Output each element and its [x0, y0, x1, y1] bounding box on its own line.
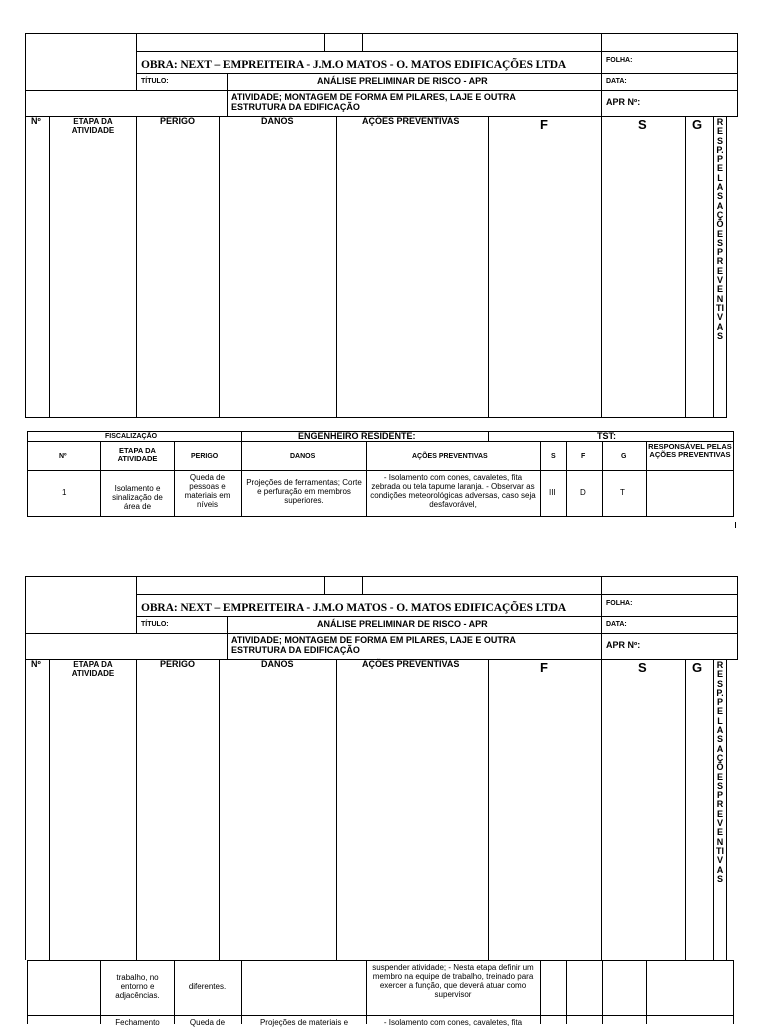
apr-number-label: APR Nº: [606, 640, 641, 650]
lt-col-perigo: PERIGO [191, 453, 219, 460]
col-n: Nº [31, 659, 41, 669]
col-etapa: ETAPA DA ATIVIDADE [71, 117, 115, 135]
cont-perigo: diferentes. [188, 982, 227, 991]
col-s: S [638, 117, 647, 132]
row1-acoes: - Isolamento com cones, cavaletes, fita zebrada ou tela tapume laranja. - Observar as condições meteorológicas adversas, caso seja desfavorável, [370, 473, 536, 509]
lt-col-n: Nº [59, 453, 67, 460]
col-etapa: ETAPA DA ATIVIDADE [71, 660, 115, 678]
col-resp-vertical: RESP.PELAS AÇÕES PREVENTIVAS [716, 660, 724, 884]
apr-page-2 [0, 543, 768, 1027]
row1-f: D [580, 488, 586, 497]
folha-label: FOLHA: [606, 57, 633, 64]
titulo-value: ANÁLISE PRELIMINAR DE RISCO - APR [317, 619, 488, 629]
col-acoes: AÇÕES PREVENTIVAS [362, 659, 460, 669]
col-resp-vertical: RESP.PELAS AÇÕES PREVENTIVAS [716, 117, 724, 341]
row1-perigo: Queda de pessoas e materiais em níveis [184, 473, 231, 509]
titulo-label: TÍTULO: [141, 78, 169, 85]
lt-col-f: F [581, 453, 586, 460]
next-perigo: Queda de [189, 1018, 226, 1027]
next-etapa: Fechamento [115, 1018, 160, 1027]
row1-g: T [620, 488, 625, 497]
cont-acoes: suspender atividade; - Nesta etapa definir um membro na equipe de trabalho, treinado para exercer a função, que deverá atuar como supervisor [372, 963, 534, 999]
engenheiro-label: ENGENHEIRO RESIDENTE: [298, 431, 416, 441]
data-label: DATA: [606, 621, 627, 628]
col-s: S [638, 660, 647, 675]
next-acoes: - Isolamento com cones, cavaletes, fita [383, 1018, 523, 1027]
col-perigo: PERIGO [160, 659, 196, 669]
apr-number-label: APR Nº: [606, 97, 641, 107]
row1-etapa: Isolamento e sinalização de área de [112, 484, 163, 511]
col-danos: DANOS [261, 116, 294, 126]
row1-danos: Projeções de ferramentas; Corte e perfuração em membros superiores. [246, 478, 362, 505]
obra-title: OBRA: NEXT – EMPREITEIRA - J.M.O MATOS - O. MATOS EDIFICAÇÕES LTDA [141, 59, 567, 71]
row1-s: III [549, 488, 556, 497]
obra-title: OBRA: NEXT – EMPREITEIRA - J.M.O MATOS - O. MATOS EDIFICAÇÕES LTDA [141, 602, 567, 614]
atividade-line2: ESTRUTURA DA EDIFICAÇÃO [231, 645, 360, 655]
col-g: G [692, 117, 703, 132]
row1-n: 1 [62, 488, 67, 497]
cont-etapa: trabalho, no entorno e adjacências. [115, 973, 160, 1000]
col-perigo: PERIGO [160, 116, 196, 126]
atividade-line2: ESTRUTURA DA EDIFICAÇÃO [231, 102, 360, 112]
atividade-line1: ATIVIDADE; MONTAGEM DE FORMA EM PILARES, LAJE E OUTRA [231, 635, 516, 645]
data-label: DATA: [606, 78, 627, 85]
next-danos: Projeções de materiais e [259, 1018, 349, 1027]
lt-col-resp: RESPONSÁVEL PELAS AÇÕES PREVENTIVAS [648, 442, 732, 459]
col-f: F [540, 660, 548, 675]
folha-label: FOLHA: [606, 600, 633, 607]
titulo-label: TÍTULO: [141, 621, 169, 628]
col-f: F [540, 117, 548, 132]
col-g: G [692, 660, 703, 675]
lt-col-etapa: ETAPA DA ATIVIDADE [117, 446, 158, 463]
tst-label: TST: [597, 431, 616, 441]
lt-col-acoes: AÇÕES PREVENTIVAS [412, 453, 488, 460]
col-danos: DANOS [261, 659, 294, 669]
lt-col-danos: DANOS [290, 453, 316, 460]
atividade-line1: ATIVIDADE; MONTAGEM DE FORMA EM PILARES, LAJE E OUTRA [231, 92, 516, 102]
titulo-value: ANÁLISE PRELIMINAR DE RISCO - APR [317, 76, 488, 86]
col-n: Nº [31, 116, 41, 126]
col-acoes: AÇÕES PREVENTIVAS [362, 116, 460, 126]
fiscalizacao-label: FISCALIZAÇÃO [105, 433, 158, 440]
lt-col-g: G [621, 453, 627, 460]
lt-col-s: S [551, 453, 556, 460]
